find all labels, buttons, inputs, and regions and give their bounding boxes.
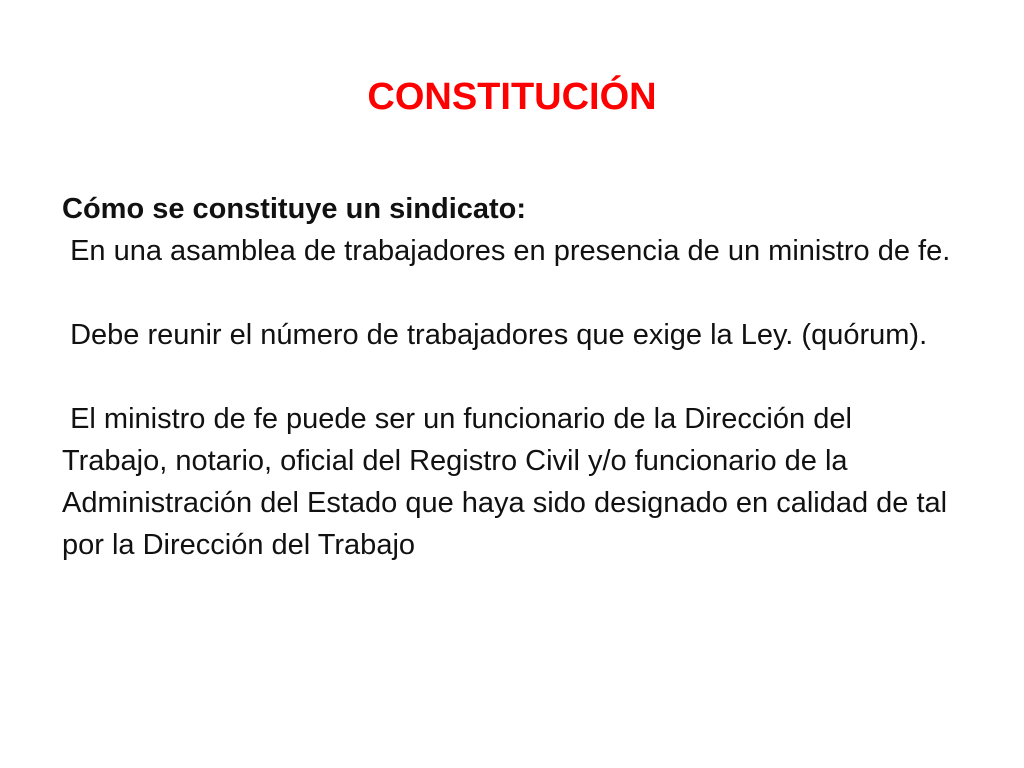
slide-body [62,188,962,566]
spacer [62,272,962,314]
spacer [62,356,962,398]
paragraph-quorum: Debe reunir el número de trabajadores que exige la Ley. (quórum). [62,319,928,351]
paragraph-ministro-de-fe: El ministro de fe puede ser un funcionario de la Dirección del Trabajo, notario, oficial del Registro Civil y/o funcionario de la Administración del Estado que haya sido designado en calidad de tal por la Dirección del Trabajo [62,403,956,561]
slide-subtitle: Cómo se constituye un sindicato: [62,193,527,225]
slide-title: CONSTITUCIÓN [367,76,657,118]
paragraph-asamblea: En una asamblea de trabajadores en presencia de un ministro de fe. [62,235,951,267]
